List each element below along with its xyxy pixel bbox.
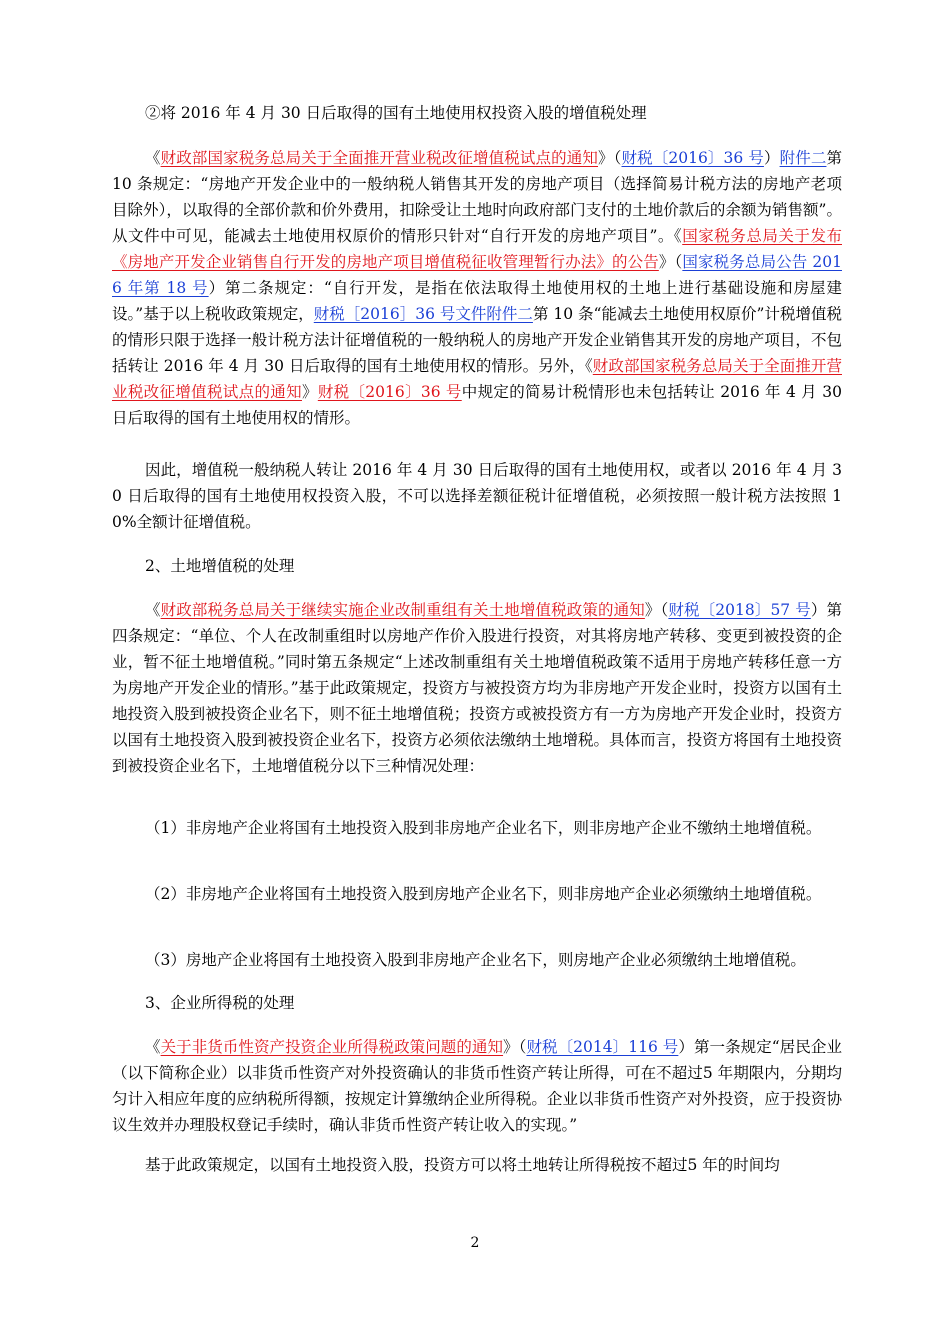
text-segment: ） (763, 149, 780, 167)
page-number: 2 (470, 1235, 480, 1251)
paragraph-text: （2）非房地产企业将国有土地投资入股到房地产企业名下，则非房地产企业必须缴纳土地增值税。 (145, 885, 822, 903)
link-notice-nonmonetary-asset[interactable]: 关于非货币性资产投资企业所得税政策问题的通知 (160, 1038, 504, 1056)
text-segment: 》（ (503, 1038, 527, 1056)
paragraph-land-vat-policy (112, 597, 842, 779)
text-segment: 《 (145, 1038, 161, 1056)
text-segment: 第 10 条规定：“房地产开发企业中的一般纳税人销售其开发的房地产项目（选择简易计税方法的房地产老项目除外），以取得的全部价款和价外费用，扣除受让土地时向政府部门支付的土地价款后的余额为销售额”。从文件中可见，能减去土地使用权原价的情形只针对“自行开发的房地产项目”。《 (112, 149, 842, 245)
list-item-case-2 (112, 881, 842, 907)
paragraph-vat-2016-heading (112, 100, 842, 126)
text-segment: 》（ (598, 149, 622, 167)
text-segment: 》 (301, 383, 318, 401)
link-announcement-2016-18[interactable]: 国家税务总局公告 2016 年第 18 号 (112, 253, 842, 297)
heading-text: 3、企业所得税的处理 (145, 994, 295, 1012)
text-segment: 》（ (644, 601, 669, 619)
section-heading-income-tax (112, 990, 842, 1016)
link-notice-restructuring-land-vat[interactable]: 财政部税务总局关于继续实施企业改制重组有关土地增值税政策的通知 (160, 601, 645, 619)
text-segment: 《 (145, 601, 161, 619)
text-segment: 第 10 条“能减去土地使用权原价”计税增值税的情形只限于选择一般计税方法计征增值税的一般纳税人的房地产开发企业销售其开发的房地产项目，不包括转让 2016 年 4 月 30 日后取得的国有土地使用权的情形。另外，《 (112, 305, 842, 375)
paragraph-text: 基于此政策规定，以国有土地投资入股，投资方可以将土地转让所得税按不超过5 年的时间均 (145, 1156, 780, 1174)
text-segment: 《 (145, 149, 161, 167)
heading-text: 2、土地增值税的处理 (145, 557, 295, 575)
section-heading-land-vat (112, 553, 842, 579)
link-caishui-2018-57[interactable]: 财税〔2018〕57 号 (668, 601, 811, 619)
link-attachment-two[interactable]: 附件二 (779, 149, 827, 167)
paragraph-text: ②将 2016 年 4 月 30 日后取得的国有土地使用权投资入股的增值税处理 (145, 104, 647, 122)
link-caishui-2016-36[interactable]: 财税〔2016〕36 号 (621, 149, 764, 167)
link-caishui-2014-116[interactable]: 财税〔2014〕116 号 (526, 1038, 679, 1056)
paragraph-text: （3）房地产企业将国有土地投资入股到非房地产企业名下，则房地产企业必须缴纳土地增值税。 (145, 951, 806, 969)
paragraph-income-tax-conclusion (112, 1152, 842, 1178)
text-segment: ）第二条规定：“自行开发，是指在依法取得土地使用权的土地上进行基础设施和房屋建设。”基于以上税收政策规定， (112, 279, 842, 323)
list-item-case-3 (112, 947, 842, 973)
text-segment: ）第一条规定“居民企业（以下简称企业）以非货币性资产对外投资确认的非货币性资产转让所得，可在不超过5 年期限内，分期均匀计入相应年度的应纳税所得额，按规定计算缴纳企业所得税。企业以非货币性资产对外投资，应于投资协议生效并办理股权登记手续时，确认非货币性资产转让收入的实现。” (112, 1038, 842, 1134)
link-notice-vat-pilot[interactable]: 财政部国家税务总局关于全面推开营业税改征增值税试点的通知 (160, 149, 598, 167)
paragraph-vat-conclusion (112, 457, 842, 535)
text-segment: 中规定的简易计税情形也未包括转让 2016 年 4 月 30 日后取得的国有土地使用权的情形。 (112, 383, 842, 427)
text-segment: ）第四条规定：“单位、个人在改制重组时以房地产作价入股进行投资，对其将房地产转移、变更到被投资的企业，暂不征土地增值税。”同时第五条规定“上述改制重组有关土地增值税政策不适用于房地产转移任意一方为房地产开发企业的情形。”基于此政策规定，投资方与被投资方均为非房地产开发企业时，投资方以国有土地投资入股到被投资企业名下，则不征土地增值税；投资方或被投资方有一方为房地产开发企业时，投资方以国有土地投资入股到被投资企业名下，投资方必须依法缴纳土地增税。具体而言，投资方将国有土地投资到被投资企业名下，土地增值税分以下三种情况处理： (112, 601, 842, 775)
link-announcement-real-estate-vat[interactable]: 国家税务总局关于发布《房地产开发企业销售自行开发的房地产项目增值税征收管理暂行办法》的公告 (112, 227, 842, 271)
paragraph-income-tax-policy (112, 1034, 842, 1138)
link-caishui-36-attachment-two[interactable]: 财税［2016］36 号文件附件二 (313, 305, 533, 323)
paragraph-text: （1）非房地产企业将国有土地投资入股到非房地产企业名下，则非房地产企业不缴纳土地增值税。 (145, 819, 822, 837)
text-segment: 》（ (658, 253, 683, 271)
paragraph-vat-policy (112, 145, 842, 431)
list-item-case-1 (112, 815, 842, 841)
link-notice-vat-pilot-2[interactable]: 财政部国家税务总局关于全面推开营业税改征增值税试点的通知 (112, 357, 842, 401)
paragraph-text: 因此，增值税一般纳税人转让 2016 年 4 月 30 日后取得的国有土地使用权，或者以 2016 年 4 月 30 日后取得的国有土地使用权投资入股，不可以选择差额征税计征增值税，必须按照一般计税方法按照 10%全额计征增值税。 (112, 461, 842, 531)
link-caishui-2016-36-red[interactable]: 财税〔2016〕36 号 (317, 383, 462, 401)
